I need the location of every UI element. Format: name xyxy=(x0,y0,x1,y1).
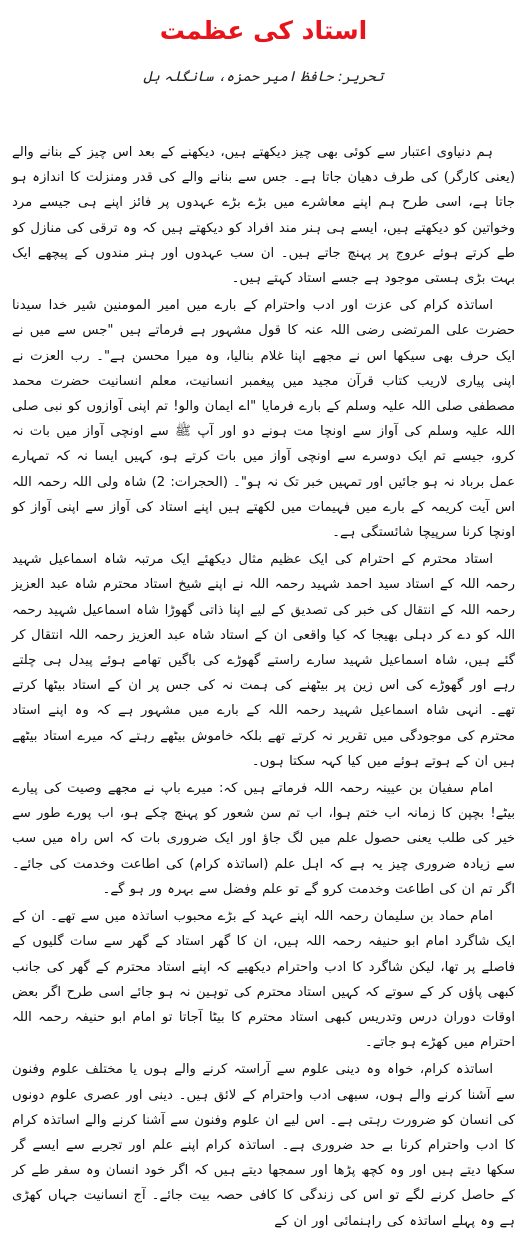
paragraph-text: امام حماد بن سلیمان رحمہ اللہ اپنے عہد کے بڑے محبوب اساتذہ میں سے تھے۔ ان کے ایک شاگرد امام ابو حنیفہ رحمہ اللہ ہیں، ان کا گھر استاد کے گھر سے سات گلیوں کے فاصلے پر تھا، لیکن شاگرد کا ادب واحترام دیکھیے کہ اپنے استاد محترم کے گھر کی جانب کبھی پاؤں کر کے سوتے کہ کہیں استاد محترم کی توہین نہ ہو جائے اسی طرح اگر بعض اوقات دوران درس وتدریس کبھی استاد محترم کا بیٹا آجاتا تو امام ابو حنیفہ رحمہ اللہ احترام میں کھڑے ہو جاتے۔ xyxy=(12,909,515,1051)
paragraph-sufyan-bin-uyaynah xyxy=(12,776,515,902)
article-byline: تحریر: حافظ امیر حمزہ، سانگلہ ہل xyxy=(143,69,384,85)
paragraph-hammad-abu-hanifa xyxy=(12,904,515,1055)
paragraph-shah-ismail xyxy=(12,547,515,774)
paragraph-text: ہم دنیاوی اعتبار سے کوئی بھی چیز دیکھتے ہیں، دیکھنے کے بعد اس چیز کے بنانے والے (یعنی کارگر) کی طرف دھیان جاتا ہے۔ جس سے بنانے والے کی قدر ومنزلت کا اندازہ ہو جاتا ہے، اسی طرح ہم اپنے معاشرے میں بڑے بڑے عہدوں پر فائز اپنے ہی جیسے مرد وخواتین کو دیکھتے ہیں، ایسے ہی ہنر مند افراد کو دیکھتے ہیں کہ وہ ترقی کی منازل کو طے کرتے ہوئے عروج پر پہنچ جاتے ہیں۔ ان سب عہدوں اور ہنر مندوں کے پیچھے ایک بہت بڑی ہستی موجود ہے جسے استاد کہتے ہیں۔ xyxy=(12,145,515,287)
paragraph-respect-quran xyxy=(12,293,515,545)
paragraph-text: اساتذہ کرام کی عزت اور ادب واحترام کے بارے میں امیر المومنین شیر خدا سیدنا حضرت علی المرتضی رضی اللہ عنہ کا قول مشہور ہے فرماتے ہیں "جس سے میں نے ایک حرف بھی سیکھا اس نے مجھے اپنا غلام بنالیا، وہ میرا محسن ہے"۔ رب العزت نے اپنی پیاری لاریب کتاب قرآن مجید میں پیغمبر انسانیت، معلم انسانیت حضرت محمد مصطفی صلی اللہ علیہ وسلم کے بارے فرمایا "اے ایمان والو! تم اپنی آوازوں کو نبی صلی اللہ علیہ وسلم کی آواز سے اونچا مت ہونے دو اور آپ ﷺ سے اونچی آواز میں بات نہ کرو، جیسے تم ایک دوسرے سے اونچی آواز میں بات کرتے ہو، کہیں ایسا نہ کہ تمہارے عمل برباد نہ ہو جائیں اور تمہیں خبر تک نہ ہو"۔ (الحجرات: 2) شاہ ولی اللہ رحمہ اللہ اس آیت کریمہ کے بارے میں فہیمات میں لکھتے ہیں اپنے استاد کی آواز سے اپنی آواز کو اونچا کرنا سرپیچا شائستگی ہے۔ xyxy=(12,298,515,541)
paragraph-text: استاد محترم کے احترام کی ایک عظیم مثال دیکھئے ایک مرتبہ شاہ اسماعیل شہید رحمہ اللہ کے استاد سید احمد شہید رحمہ اللہ نے اپنے شیخ استاد محترم شاہ عبد العزیز رحمہ اللہ کے انتقال کی خبر کی تصدیق کے لیے اپنا ذاتی گھوڑا شاہ اسماعیل شہید رحمہ اللہ کو دے کر دہلی بھیجا کہ کیا واقعی ان کے استاد شاہ عبد العزیز رحمہ اللہ انتقال کر گئے ہیں، شاہ اسماعیل شہید سارے راستے گھوڑے کی باگیں تھامے ہوئے پیدل ہی چلتے رہے اور گھوڑے کی اس زین پر بیٹھنے کی ہمت نہ کی جس پر ان کے استاد بیٹھا کرتے تھے۔ انہی شاہ اسماعیل شہید رحمہ اللہ کے بارے میں مشہور ہے کہ وہ اپنے استاد محترم کی موجودگی میں تقریر نہ کرتے تھے بلکہ خاموش بیٹھے رہتے کہ میرے استاد بیٹھے ہیں ان کے ہوتے ہوئے میں کیا کہہ سکتا ہوں۔ xyxy=(12,552,515,769)
paragraph-all-teachers xyxy=(12,1057,515,1233)
paragraph-text: اساتذہ کرام، خواہ وہ دینی علوم سے آراستہ کرنے والے ہوں یا مختلف علوم وفنون سے آشنا کرنے والے ہوں، سبھی ادب واحترام کے لائق ہیں۔ دینی اور عصری علوم دونوں کی انسان کو ضرورت رہتی ہے۔ اس لیے ان علوم وفنون سے آشنا کرنے والے اساتذہ کرام کا ادب واحترام کرنا بے حد ضروری ہے۔ اساتذہ کرام اپنے علم اور تجربے سے ایسے گر سکھا دیتے ہیں اور وہ کچھ پڑھا اور سمجھا دیتے ہیں کہ اگر خود انسان وہ سفر طے کر کے حاصل کرنے لگے تو اس کی زندگی کا کافی حصہ بیت جائے۔ آج انسانیت جہاں کھڑی ہے وہ پہلے اساتذہ کی راہنمائی اور ان کے xyxy=(12,1062,515,1229)
article-title: استاد کی عظمت xyxy=(159,16,368,45)
paragraph-intro xyxy=(12,140,515,291)
paragraph-text: امام سفیان بن عیینہ رحمہ اللہ فرماتے ہیں کہ: میرے باپ نے مجھے وصیت کی پیارے بیٹے! بچپن کا زمانہ اب ختم ہوا، اب تم سن شعور کو پہنچ چکے ہو، اب پورے طور سے خیر کی طلب یعنی حصول علم میں لگ جاؤ اور ایک ضروری بات کہ اس راہ میں سب سے زیادہ ضروری چیز یہ ہے کہ اہل علم (اساتذہ کرام) کی اطاعت وخدمت کی جائے۔ اگر تم ان کی اطاعت وخدمت کرو گے تو علم وفضل سے بہرہ ور ہو گے۔ xyxy=(12,781,515,897)
article-body xyxy=(12,140,515,1234)
